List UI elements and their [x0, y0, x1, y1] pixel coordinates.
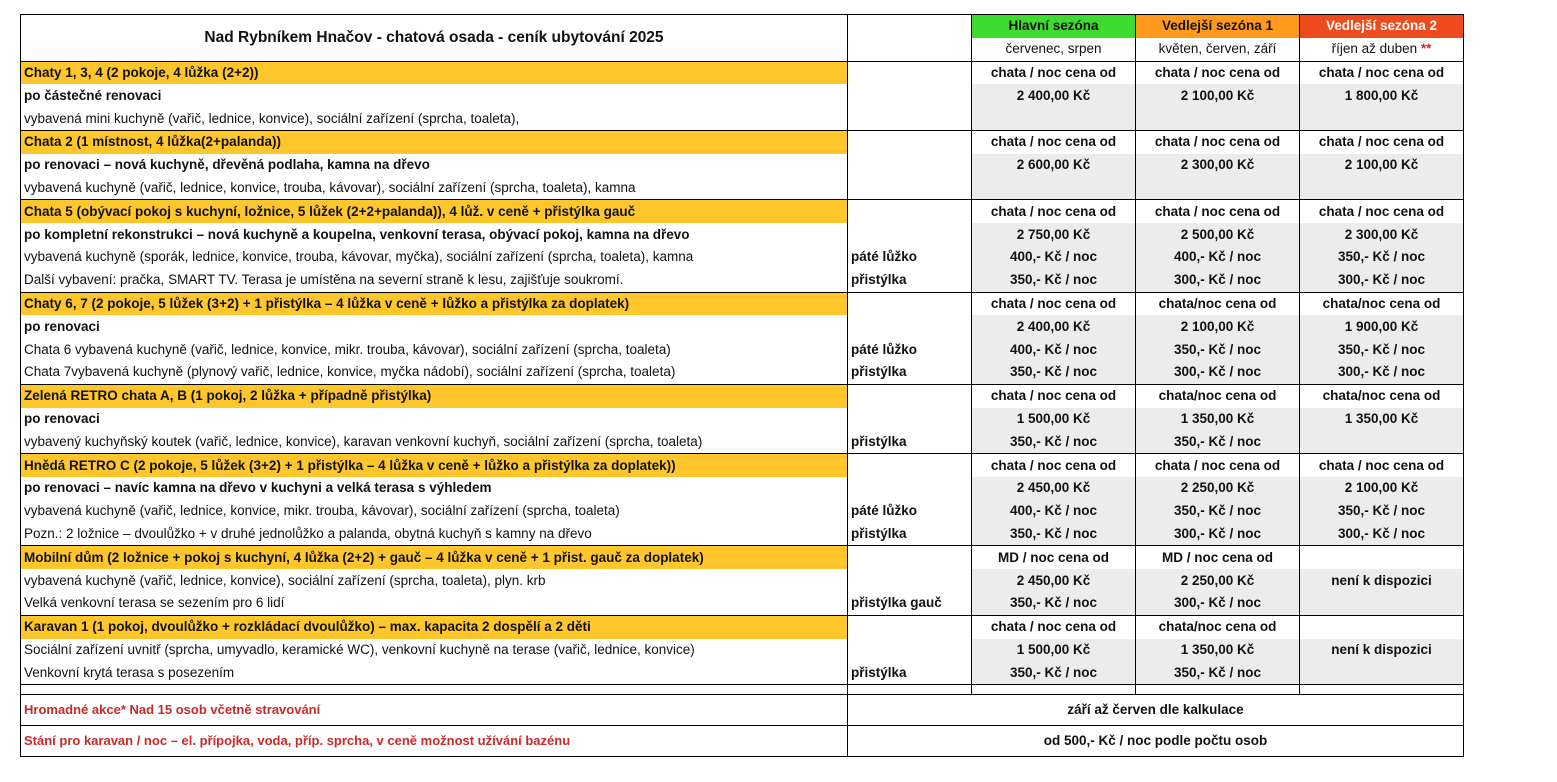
price-cell: 2 100,00 Kč [1136, 84, 1300, 107]
price-list-sheet [20, 14, 1464, 757]
price-cell: 350,- Kč / noc [1300, 246, 1464, 269]
section-heading: Chata 2 (1 místnost, 4 lůžka(2+palanda)) [21, 130, 848, 153]
price-cell: 2 250,00 Kč [1136, 477, 1300, 500]
price-cell: 400,- Kč / noc [972, 246, 1136, 269]
section-heading: Chaty 1, 3, 4 (2 pokoje, 4 lůžka (2+2)) [21, 61, 848, 84]
extra-cell [848, 61, 972, 84]
price-cell: 300,- Kč / noc [1136, 592, 1300, 615]
section-heading-row [21, 200, 1464, 223]
price-cell: není k dispozici [1300, 639, 1464, 662]
price-cell: 300,- Kč / noc [1300, 361, 1464, 384]
row-extra-label: přistýlka [848, 361, 972, 384]
row-extra-label: přistýlka gauč [848, 592, 972, 615]
footer-value: září až červen dle kalkulace [848, 695, 1464, 726]
price-cell: 350,- Kč / noc [1136, 500, 1300, 523]
season-months-text-3: říjen až duben [1331, 41, 1418, 57]
season-months-mark: ** [1420, 41, 1432, 57]
row-extra-label [848, 315, 972, 338]
header-row [21, 15, 1464, 38]
price-cell: 350,- Kč / noc [972, 430, 1136, 453]
table-row [21, 223, 1464, 246]
section-heading-row [21, 130, 1464, 153]
row-description: Venkovní krytá terasa s posezením [21, 661, 848, 684]
price-cell: 1 350,00 Kč [1136, 408, 1300, 431]
footer-row [21, 695, 1464, 726]
season-name-2: Vedlejší sezóna 1 [1136, 15, 1300, 38]
spacer-row [21, 685, 1464, 695]
price-cell: 300,- Kč / noc [1136, 361, 1300, 384]
unit-label [1300, 615, 1464, 638]
table-row [21, 315, 1464, 338]
extra-cell [848, 546, 972, 569]
price-cell: 350,- Kč / noc [972, 592, 1136, 615]
price-cell: není k dispozici [1300, 569, 1464, 592]
season-months-2 [1136, 38, 1300, 61]
price-cell [1300, 592, 1464, 615]
footer-value: od 500,- Kč / noc podle počtu osob [848, 726, 1464, 757]
row-description: po částečné renovaci [21, 84, 848, 107]
season-name-3: Vedlejší sezóna 2 [1300, 15, 1464, 38]
price-cell [1300, 661, 1464, 684]
unit-label: chata / noc cena od [1300, 454, 1464, 477]
row-extra-label: přistýlka [848, 661, 972, 684]
unit-label: chata / noc cena od [972, 200, 1136, 223]
row-extra-label: páté lůžko [848, 246, 972, 269]
price-cell: 1 350,00 Kč [1136, 639, 1300, 662]
price-cell: 2 450,00 Kč [972, 569, 1136, 592]
row-description: po renovaci – nová kuchyně, dřevěná podlaha, kamna na dřevo [21, 154, 848, 177]
row-extra-label [848, 569, 972, 592]
unit-label: chata / noc cena od [1300, 130, 1464, 153]
price-cell [1136, 177, 1300, 200]
price-cell: 400,- Kč / noc [1136, 246, 1300, 269]
spacer-cell [972, 685, 1136, 695]
unit-label: chata/noc cena od [1136, 384, 1300, 407]
unit-label: chata / noc cena od [972, 292, 1136, 315]
price-cell: 2 750,00 Kč [972, 223, 1136, 246]
row-description: vybavená mini kuchyně (vařič, lednice, konvice), sociální zařízení (sprcha, toaleta), [21, 107, 848, 130]
footer-row [21, 726, 1464, 757]
season-name-1: Hlavní sezóna [972, 15, 1136, 38]
row-description: po renovaci [21, 408, 848, 431]
table-row [21, 361, 1464, 384]
table-row [21, 154, 1464, 177]
price-cell [972, 177, 1136, 200]
row-extra-label [848, 177, 972, 200]
row-description: po kompletní rekonstrukci – nová kuchyně a koupelna, venkovní terasa, obývací pokoj, kamna na dřevo [21, 223, 848, 246]
extra-cell [848, 292, 972, 315]
price-cell: 350,- Kč / noc [1136, 430, 1300, 453]
row-extra-label [848, 107, 972, 130]
season-months-3 [1300, 38, 1464, 61]
unit-label: chata/noc cena od [1300, 384, 1464, 407]
table-row [21, 523, 1464, 546]
price-cell: 350,- Kč / noc [972, 361, 1136, 384]
price-cell: 400,- Kč / noc [972, 500, 1136, 523]
unit-label: MD / noc cena od [1136, 546, 1300, 569]
row-description: vybavená kuchyně (vařič, lednice, konvice), sociální zařízení (sprcha, toaleta), plyn. krb [21, 569, 848, 592]
row-description: po renovaci – navíc kamna na dřevo v kuchyni a velká terasa s výhledem [21, 477, 848, 500]
price-cell [972, 107, 1136, 130]
table-row [21, 430, 1464, 453]
price-cell [1300, 177, 1464, 200]
season-months-text-2: květen, červen, září [1158, 41, 1277, 57]
unit-label: chata / noc cena od [1300, 61, 1464, 84]
price-cell: 2 500,00 Kč [1136, 223, 1300, 246]
table-row [21, 269, 1464, 292]
unit-label: chata / noc cena od [972, 454, 1136, 477]
row-description: Pozn.: 2 ložnice – dvoulůžko + v druhé jednolůžko a palanda, obytná kuchyň s kamny na dřevo [21, 523, 848, 546]
row-description: vybavená kuchyně (vařič, lednice, konvice, mikr. trouba, kávovar), sociální zařízení (sprcha, toaleta) [21, 500, 848, 523]
price-cell: 2 450,00 Kč [972, 477, 1136, 500]
row-extra-label: přistýlka [848, 269, 972, 292]
footer-label: Hromadné akce* Nad 15 osob včetně stravování [21, 695, 848, 726]
price-cell: 350,- Kč / noc [1136, 661, 1300, 684]
price-cell: 350,- Kč / noc [972, 269, 1136, 292]
table-row [21, 177, 1464, 200]
spacer-cell [848, 685, 972, 695]
spacer-cell [1300, 685, 1464, 695]
price-cell: 2 100,00 Kč [1136, 315, 1300, 338]
row-description: Velká venkovní terasa se sezením pro 6 lidí [21, 592, 848, 615]
row-extra-label [848, 477, 972, 500]
row-description: vybavená kuchyně (sporák, lednice, konvice, trouba, kávovar, myčka), sociální zařízení (sprcha, toaleta), kamna [21, 246, 848, 269]
unit-label: chata / noc cena od [1136, 61, 1300, 84]
row-extra-label [848, 639, 972, 662]
spacer-cell [21, 685, 848, 695]
price-cell: 2 250,00 Kč [1136, 569, 1300, 592]
price-cell: 350,- Kč / noc [972, 523, 1136, 546]
row-extra-label [848, 84, 972, 107]
table-row [21, 338, 1464, 361]
unit-label: chata/noc cena od [1136, 615, 1300, 638]
section-heading-row [21, 615, 1464, 638]
section-heading-row [21, 292, 1464, 315]
section-heading: Chaty 6, 7 (2 pokoje, 5 lůžek (3+2) + 1 přistýlka – 4 lůžka v ceně + lůžko a přistýlka za doplatek) [21, 292, 848, 315]
price-cell: 2 100,00 Kč [1300, 154, 1464, 177]
price-cell: 2 100,00 Kč [1300, 477, 1464, 500]
price-cell: 350,- Kč / noc [1300, 338, 1464, 361]
price-cell: 400,- Kč / noc [972, 338, 1136, 361]
price-cell: 1 500,00 Kč [972, 408, 1136, 431]
extra-cell [848, 200, 972, 223]
extra-cell [848, 130, 972, 153]
section-heading: Hnědá RETRO C (2 pokoje, 5 lůžek (3+2) + 1 přistýlka – 4 lůžka v ceně + lůžko a přistýlka za doplatek)) [21, 454, 848, 477]
unit-label [1300, 546, 1464, 569]
price-cell [1136, 107, 1300, 130]
price-cell: 2 300,00 Kč [1136, 154, 1300, 177]
spacer-cell [1136, 685, 1300, 695]
row-description: vybavená kuchyně (vařič, lednice, konvice, trouba, kávovar), sociální zařízení (sprcha, toaleta), kamna [21, 177, 848, 200]
unit-label: chata / noc cena od [972, 384, 1136, 407]
unit-label: MD / noc cena od [972, 546, 1136, 569]
price-cell: 300,- Kč / noc [1300, 269, 1464, 292]
row-extra-label: páté lůžko [848, 338, 972, 361]
price-cell: 1 500,00 Kč [972, 639, 1136, 662]
price-cell: 1 900,00 Kč [1300, 315, 1464, 338]
row-extra-label: přistýlka [848, 523, 972, 546]
unit-label: chata / noc cena od [1136, 454, 1300, 477]
section-heading-row [21, 454, 1464, 477]
row-extra-label: přistýlka [848, 430, 972, 453]
extra-cell [848, 454, 972, 477]
season-months-1 [972, 38, 1136, 61]
table-row [21, 500, 1464, 523]
price-cell: 350,- Kč / noc [1136, 338, 1300, 361]
row-description: Chata 6 vybavená kuchyně (vařič, lednice, konvice, mikr. trouba, kávovar), sociální zařízení (sprcha, toaleta) [21, 338, 848, 361]
row-extra-label [848, 154, 972, 177]
unit-label: chata/noc cena od [1136, 292, 1300, 315]
price-cell: 2 300,00 Kč [1300, 223, 1464, 246]
price-cell: 300,- Kč / noc [1136, 269, 1300, 292]
season-months-text-1: červenec, srpen [1005, 41, 1102, 57]
extra-cell [848, 384, 972, 407]
price-cell [1300, 107, 1464, 130]
price-cell: 300,- Kč / noc [1300, 523, 1464, 546]
unit-label: chata / noc cena od [1136, 130, 1300, 153]
row-description: po renovaci [21, 315, 848, 338]
unit-label: chata / noc cena od [972, 61, 1136, 84]
section-heading-row [21, 61, 1464, 84]
table-row [21, 107, 1464, 130]
price-cell: 350,- Kč / noc [972, 661, 1136, 684]
row-description: Další vybavení: pračka, SMART TV. Terasa je umístěna na severní straně k lesu, zajišťuje soukromí. [21, 269, 848, 292]
unit-label: chata / noc cena od [1300, 200, 1464, 223]
table-row [21, 84, 1464, 107]
price-cell: 2 400,00 Kč [972, 84, 1136, 107]
table-row [21, 661, 1464, 684]
header-extra-cell [848, 15, 972, 62]
table-row [21, 639, 1464, 662]
table-row [21, 592, 1464, 615]
unit-label: chata / noc cena od [1136, 200, 1300, 223]
extra-cell [848, 615, 972, 638]
price-table [20, 14, 1464, 757]
table-row [21, 408, 1464, 431]
price-cell: 2 400,00 Kč [972, 315, 1136, 338]
table-row [21, 246, 1464, 269]
section-heading: Zelená RETRO chata A, B (1 pokoj, 2 lůžka + případně přistýlka) [21, 384, 848, 407]
unit-label: chata / noc cena od [972, 130, 1136, 153]
row-description: Chata 7vybavená kuchyně (plynový vařič, lednice, konvice, myčka nádobí), sociální zařízení (sprcha, toaleta) [21, 361, 848, 384]
section-heading-row [21, 546, 1464, 569]
row-extra-label [848, 223, 972, 246]
price-cell: 350,- Kč / noc [1300, 500, 1464, 523]
section-heading: Chata 5 (obývací pokoj s kuchyní, ložnice, 5 lůžek (2+2+palanda)), 4 lůž. v ceně + přistýlka gauč [21, 200, 848, 223]
price-cell: 300,- Kč / noc [1136, 523, 1300, 546]
section-heading: Karavan 1 (1 pokoj, dvoulůžko + rozkládací dvoulůžko) – max. kapacita 2 dospělí a 2 děti [21, 615, 848, 638]
section-heading: Mobilní dům (2 ložnice + pokoj s kuchyní, 4 lůžka (2+2) + gauč – 4 lůžka v ceně + 1 přist. gauč za doplatek) [21, 546, 848, 569]
unit-label: chata / noc cena od [972, 615, 1136, 638]
row-description: vybavený kuchyňský koutek (vařič, lednice, konvice), karavan venkovní kuchyň, sociální zařízení (sprcha, toaleta) [21, 430, 848, 453]
page-title: Nad Rybníkem Hnačov - chatová osada - ceník ubytování 2025 [21, 15, 848, 62]
price-cell: 1 800,00 Kč [1300, 84, 1464, 107]
footer-label: Stání pro karavan / noc – el. přípojka, voda, příp. sprcha, v ceně možnost užívání bazénu [21, 726, 848, 757]
unit-label: chata/noc cena od [1300, 292, 1464, 315]
row-extra-label: páté lůžko [848, 500, 972, 523]
table-row [21, 477, 1464, 500]
row-extra-label [848, 408, 972, 431]
section-heading-row [21, 384, 1464, 407]
row-description: Sociální zařízení uvnitř (sprcha, umyvadlo, keramické WC), venkovní kuchyně na terase (vařič, lednice, konvice) [21, 639, 848, 662]
price-cell: 2 600,00 Kč [972, 154, 1136, 177]
table-row [21, 569, 1464, 592]
price-cell: 1 350,00 Kč [1300, 408, 1464, 431]
price-cell [1300, 430, 1464, 453]
